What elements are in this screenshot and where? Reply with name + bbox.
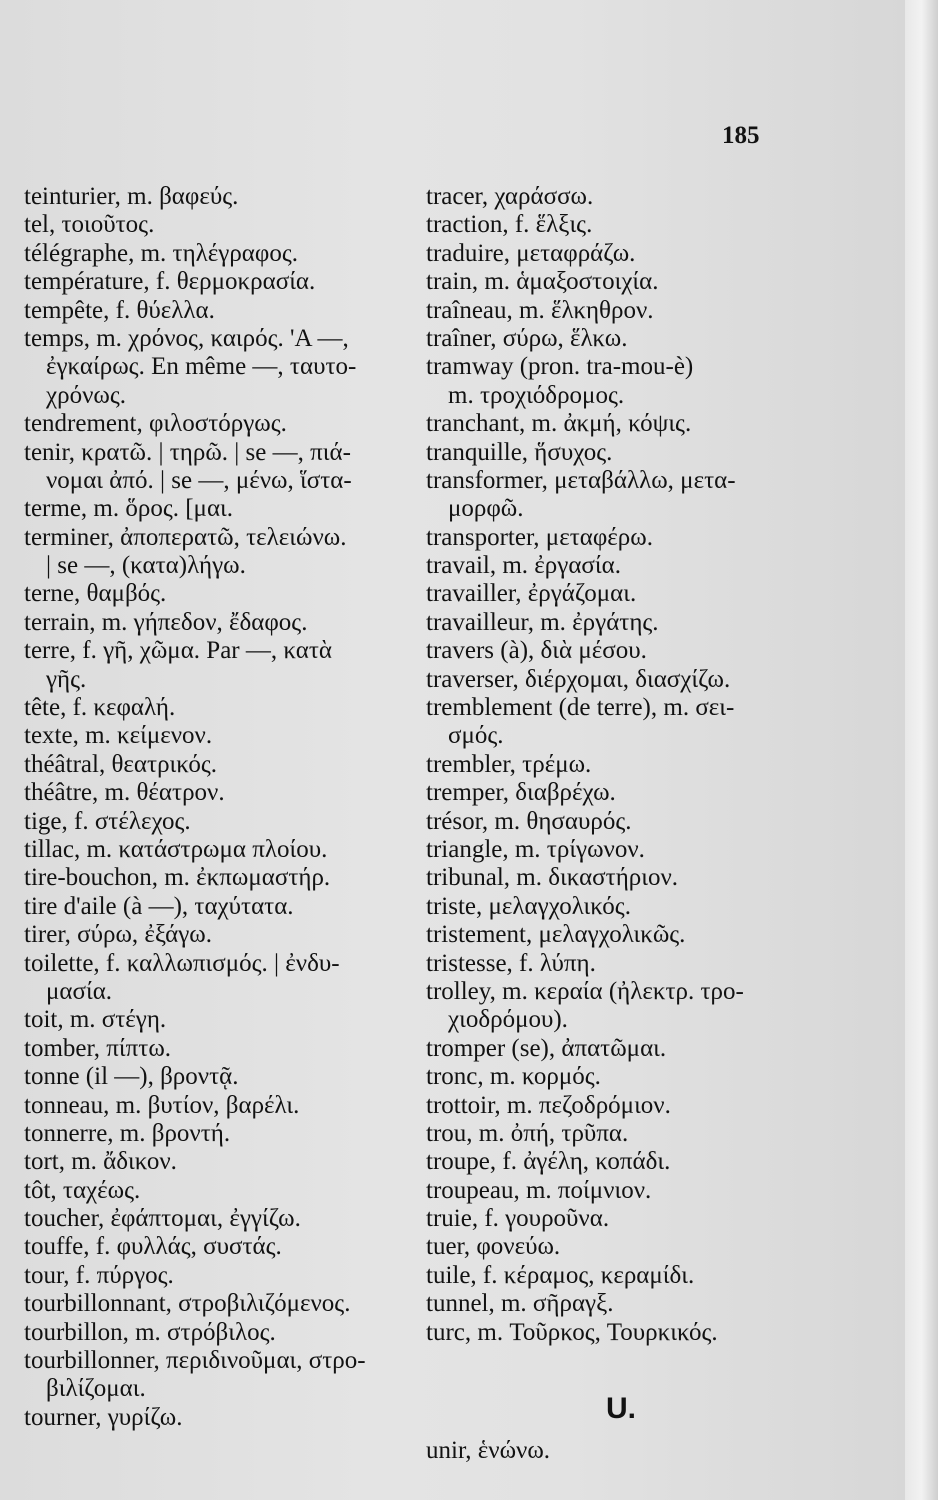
dictionary-entry-line: tige, f. στέλεχος. — [24, 807, 191, 835]
dictionary-entry-line: tourbillonner, περιδινοῦμαι, στρο- — [24, 1347, 366, 1375]
dictionary-entry-line: μασία. — [46, 977, 113, 1005]
left-column — [24, 183, 409, 1432]
dictionary-entry-line: βιλίζομαι. — [46, 1375, 146, 1403]
dictionary-entry-line: tire-bouchon, m. ἐκπωμαστήρ. — [24, 864, 331, 892]
book-spine-edge — [905, 0, 938, 1500]
dictionary-entry-line: tel, τοιοῦτος. — [24, 211, 155, 239]
dictionary-entry-line: | se —, (κατα)λήγω. — [46, 552, 246, 580]
dictionary-entry-line: tillac, m. κατάστρωμα πλοίου. — [24, 835, 328, 863]
dictionary-entry-line: tête, f. κεφαλή. — [24, 694, 176, 722]
dictionary-entry-line: trou, m. ὀπή, τρῦπα. — [426, 1119, 629, 1147]
dictionary-entry-line: tourbillonnant, στροβιλιζόμενος. — [24, 1290, 351, 1318]
dictionary-entry-line: teinturier, m. βαφεύς. — [24, 183, 239, 210]
dictionary-entry-line: terminer, ἀποπερατῶ, τελειώνω. — [24, 523, 347, 551]
dictionary-entry-line: ἐγκαίρως. En même —, ταυτο- — [46, 353, 357, 381]
dictionary-entry-line: unir, ἑνώνω. — [426, 1437, 551, 1464]
dictionary-entry-line: train, m. ἁμαξοστοιχία. — [426, 268, 659, 296]
dictionary-entry-line: tribunal, m. δικαστήριον. — [426, 864, 679, 892]
dictionary-entry-line: trottoir, m. πεζοδρόμιον. — [426, 1091, 671, 1119]
dictionary-entry-line: tourbillon, m. στρόβιλος. — [24, 1318, 276, 1346]
dictionary-entry-line: tremblement (de terre), m. σει- — [426, 694, 735, 722]
dictionary-entry-line: traverser, διέρχομαι, διασχίζω. — [426, 665, 731, 693]
dictionary-entry-line: tort, m. ἄδικον. — [24, 1148, 177, 1176]
dictionary-entry-line: tristement, μελαγχολικῶς. — [426, 921, 686, 949]
dictionary-entry-line: terre, f. γῆ, χῶμα. Par —, κατὰ — [24, 637, 332, 665]
dictionary-entry-line: tenir, κρατῶ. | τηρῶ. | se —, πιά- — [24, 438, 351, 466]
page-number: 185 — [722, 122, 760, 149]
dictionary-entry-line: tuer, φονεύω. — [426, 1233, 561, 1261]
dictionary-entry-line: triste, μελαγχολικός. — [426, 892, 631, 920]
dictionary-entry-line: travers (à), διὰ μέσου. — [426, 637, 647, 665]
dictionary-entry-line: tramway (pron. tra-mou-è) — [426, 353, 694, 381]
dictionary-entry-line: tunnel, m. σῆραγξ. — [426, 1290, 614, 1318]
dictionary-entry-line: traction, f. ἕλξις. — [426, 211, 593, 239]
dictionary-entry-line: νομαι ἀπό. | se —, μένω, ἵστα- — [46, 466, 352, 494]
dictionary-entry-line: tromper (se), ἀπατῶμαι. — [426, 1034, 667, 1062]
dictionary-entry-line: tôt, ταχέως. — [24, 1176, 141, 1204]
dictionary-entry-line: χιοδρόμου). — [448, 1006, 568, 1034]
dictionary-entry-line: transformer, μεταβάλλω, μετα- — [426, 466, 736, 494]
dictionary-entry-line: travailler, ἐργάζομαι. — [426, 580, 637, 608]
dictionary-entry-line: trolley, m. κεραία (ἠλεκτρ. τρο- — [426, 977, 744, 1005]
dictionary-entry-line: troupe, f. ἀγέλη, κοπάδι. — [426, 1148, 671, 1176]
right-column — [426, 183, 811, 1347]
dictionary-entry-line: toilette, f. καλλωπισμός. | ἐνδυ- — [24, 949, 340, 977]
dictionary-entry-line: tonne (il —), βροντᾷ. — [24, 1063, 239, 1091]
dictionary-entry-line: télégraphe, m. τηλέγραφος. — [24, 239, 298, 267]
dictionary-entry-line: trembler, τρέμω. — [426, 750, 592, 778]
dictionary-entry-line: χρόνως. — [46, 381, 126, 409]
dictionary-entry-line: tirer, σύρω, ἐξάγω. — [24, 921, 212, 949]
dictionary-entry-line: tranquille, ἥσυχος. — [426, 438, 613, 466]
dictionary-entry-line: transporter, μεταφέρω. — [426, 523, 653, 551]
dictionary-entry-line: tristesse, f. λύπη. — [426, 949, 596, 977]
dictionary-entry-line: μορφῶ. — [448, 495, 524, 523]
dictionary-entry-line: tonnerre, m. βροντή. — [24, 1119, 231, 1147]
dictionary-entry-line: tuile, f. κέραμος, κεραμίδι. — [426, 1261, 695, 1289]
dictionary-entry-line: tendrement, φιλοστόργως. — [24, 410, 287, 438]
dictionary-entry-line: tonneau, m. βυτίον, βαρέλι. — [24, 1091, 300, 1119]
dictionary-entry-line: tremper, διαβρέχω. — [426, 779, 616, 807]
dictionary-entry-line: tomber, πίπτω. — [24, 1034, 172, 1062]
dictionary-entry-line: turc, m. Τοῦρκος, Τουρκικός. — [426, 1318, 718, 1346]
dictionary-entry-line: traîner, σύρω, ἕλκω. — [426, 324, 628, 352]
dictionary-entry-line: γῆς. — [46, 665, 87, 693]
dictionary-entry-line: tire d'aile (à —), ταχύτατα. — [24, 892, 294, 920]
dictionary-entry-line: tempête, f. θύελλα. — [24, 296, 215, 324]
dictionary-entry-line: troupeau, m. ποίμνιον. — [426, 1176, 652, 1204]
dictionary-entry-line: temps, m. χρόνος, καιρός. 'A —, — [24, 324, 349, 352]
dictionary-entry-line: toucher, ἐφάπτομαι, ἐγγίζω. — [24, 1205, 301, 1233]
dictionary-entry-line: terme, m. ὅρος. [μαι. — [24, 495, 234, 523]
dictionary-entry-line: toit, m. στέγη. — [24, 1006, 167, 1034]
dictionary-entry-line: tourner, γυρίζω. — [24, 1403, 183, 1431]
dictionary-entry-line: tracer, χαράσσω. — [426, 183, 594, 210]
dictionary-entry-line: température, f. θερμοκρασία. — [24, 268, 316, 296]
dictionary-entry-line: triangle, m. τρίγωνον. — [426, 835, 645, 863]
dictionary-entry-line: trésor, m. θησαυρός. — [426, 807, 632, 835]
section-letter-heading: U. — [606, 1392, 636, 1425]
dictionary-entry-line: touffe, f. φυλλάς, συστάς. — [24, 1233, 282, 1261]
dictionary-entry-line: texte, m. κείμενον. — [24, 722, 213, 750]
dictionary-entry-line: théâtre, m. θέατρον. — [24, 779, 225, 807]
dictionary-entry-line: m. τροχιόδρομος. — [448, 381, 625, 409]
dictionary-entry-line: terrain, m. γήπεδον, ἔδαφος. — [24, 608, 308, 636]
dictionary-entry-line: théâtral, θεατρικός. — [24, 750, 217, 778]
dictionary-entry-line: σμός. — [448, 722, 504, 750]
dictionary-entry-line: terne, θαμβός. — [24, 580, 167, 608]
dictionary-entry-line: truie, f. γουροῦνα. — [426, 1205, 610, 1233]
dictionary-entry-line: travail, m. ἐργασία. — [426, 552, 621, 580]
dictionary-entry-line: tour, f. πύργος. — [24, 1261, 174, 1289]
dictionary-entry-line: traduire, μεταφράζω. — [426, 239, 636, 267]
dictionary-entry-line: traîneau, m. ἕλκηθρον. — [426, 296, 654, 324]
dictionary-entry-line: tranchant, m. ἀκμή, κόψις. — [426, 410, 692, 438]
dictionary-entry-line: travailleur, m. ἐργάτης. — [426, 608, 659, 636]
after-section-entries — [426, 1437, 811, 1465]
dictionary-entry-line: tronc, m. κορμός. — [426, 1063, 601, 1091]
